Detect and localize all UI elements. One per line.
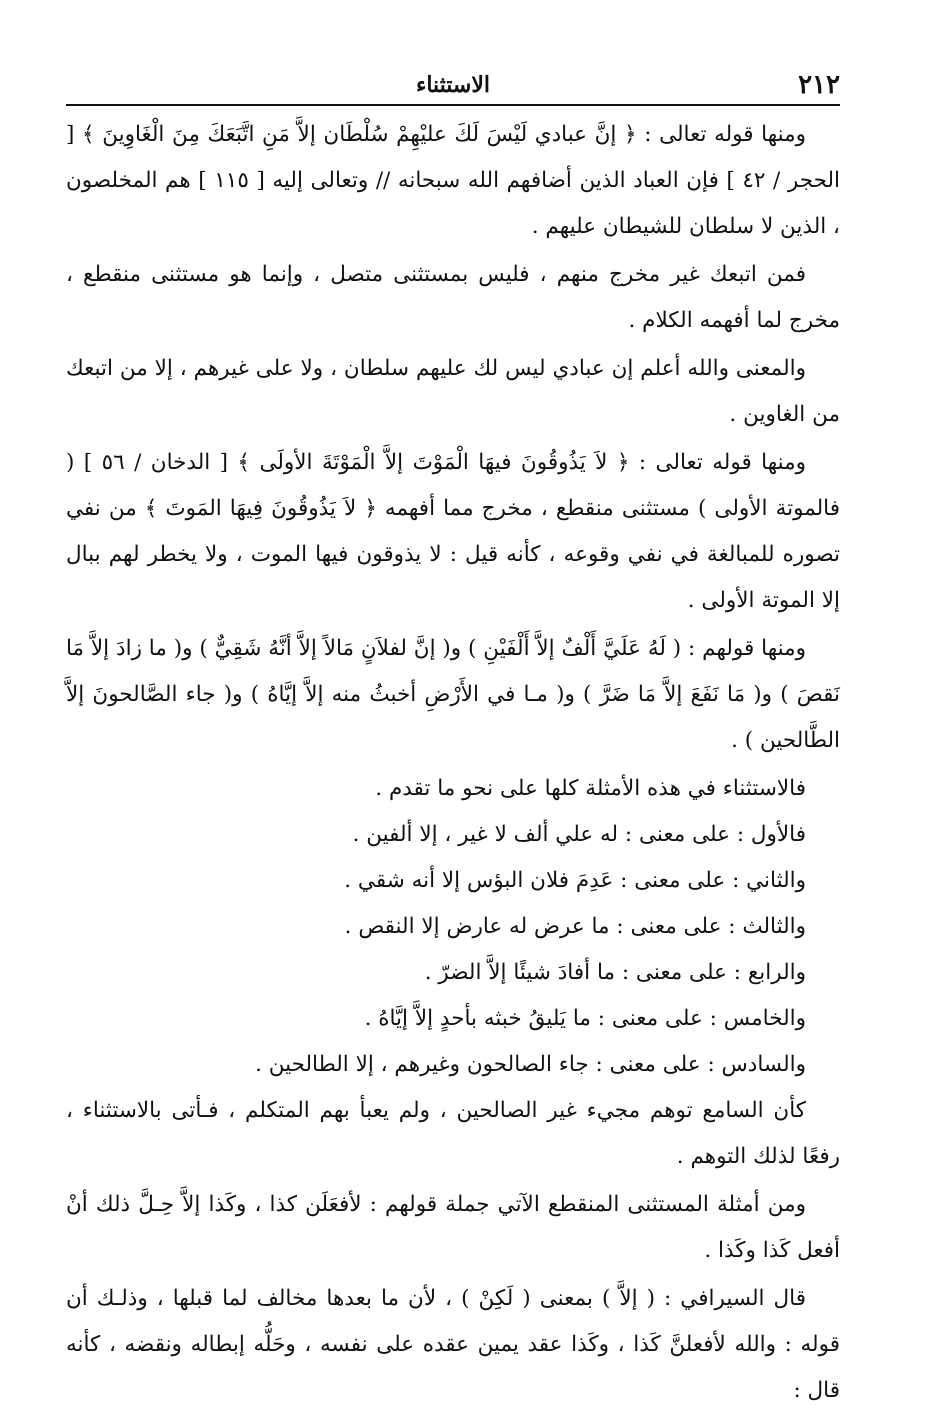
paragraph-sayings: ومنها قولهم : ( لَهُ عَلَيَّ أَلْفٌ إلاَّ أَلْفَيْنِ ) و( إنَّ لفلاَنٍ مَالاً إلاَّ أنَّهُ شَقِيٌّ ) و( ما زادَ إلاَّ مَا نَقصَ ) و( مَا نَفَعَ إلاَّ مَا ضَرَّ ) و( مـا في الأَرْضِ أخبثُ منه إلاَّ إيَّاهُ ) و( جاء الصَّالحونَ إلاَّ الطَّالحين ) . bbox=[66, 636, 840, 753]
example-line-first: فالأول : على معنى : له علي ألف لا غير ، إلا ألفين . bbox=[352, 822, 806, 847]
paragraph-quran-dukhan: ومنها قوله تعالى : ﴿ لاَ يَذُوقُونَ فيهَا الْمَوْتَ إلاَّ الْمَوْتَةَ الأولَى ﴾ [ الدخان / ٥٦ ] ( فالموتة الأولى ) مستثنى منقطع ، مخرج مما أفهمه ﴿ لاَ يَذُوقُونَ فِيهَا المَوتَ ﴾ من نفي تصوره للمبالغة في نفي وقوعه ، كأنه قيل : لا يذوقون فيها الموت ، ولا يخطر لهم ببال إلا الموتة الأولى . bbox=[66, 450, 840, 613]
paragraph-examples-sentence: ومن أمثلة المستثنى المنقطع الآتي جملة قولهم : لأفعَلَن كذا ، وكَذا إلاَّ حِـلَّ ذلك أنْ أفعل كَذا وكَذا . bbox=[66, 1192, 840, 1263]
example-line-intro: فالاستثناء في هذه الأمثلة كلها على نحو ما تقدم . bbox=[375, 776, 806, 801]
running-title: الاستثناء bbox=[415, 72, 491, 98]
page-number: ٢١٢ bbox=[798, 70, 840, 100]
paragraph-sirafi: قال السيرافي : ( إلاَّ ) بمعنى ( لَكِنْ ) ، لأن ما بعدها مخالف لما قبلها ، وذلـك أن قوله : والله لأفعلنَّ كَذا ، وكَذا عقد يمين عقده على نفسه ، وحَلُّه إبطاله ونقضه ، كأنه قال : bbox=[66, 1286, 840, 1403]
example-line-fourth: والرابع : على معنى : ما أفادَ شيئًا إلاَّ الضرّ . bbox=[424, 960, 806, 985]
page-body bbox=[66, 112, 840, 1414]
page-header bbox=[66, 68, 840, 106]
example-line-fifth: والخامس : على معنى : ما يَليقُ خبثه بأحدٍ إلاَّ إيَّاهُ . bbox=[364, 1006, 806, 1031]
example-line-third: والثالث : على معنى : ما عرض له عارض إلا النقص . bbox=[344, 914, 806, 939]
example-line-second: والثاني : على معنى : عَدِمَ فلان البؤس إلا أنه شقي . bbox=[344, 868, 806, 893]
paragraph-munqati: فمن اتبعك غير مخرج منهم ، فليس بمستثنى متصل ، وإنما هو مستثنى منقطع ، مخرج لما أفهمه الكلام . bbox=[66, 262, 840, 333]
paragraph-quran-ibadi: ومنها قوله تعالى : ﴿ إنَّ عبادي لَيْسَ لَكَ عليْهِمْ سُلْطَان إلاَّ مَنِ اتَّبَعَكَ مِنَ الْغَاوِينَ ﴾ [ الحجر / ٤٢ ] فإن العباد الذين أضافهم الله سبحانه // وتعالى إليه [ ١١٥ ] هم المخلصون ، الذين لا سلطان للشيطان عليهم . bbox=[66, 122, 840, 239]
example-line-sixth: والسادس : على معنى : جاء الصالحون وغيرهم ، إلا الطالحين . bbox=[255, 1052, 806, 1077]
paragraph-meaning: والمعنى والله أعلم إن عبادي ليس لك عليهم سلطان ، ولا على غيرهم ، إلا من اتبعك من الغاوين . bbox=[66, 356, 840, 427]
paragraph-listener: كأن السامع توهم مجيء غير الصالحين ، ولم يعبأ بهم المتكلم ، فـأتى بالاستثناء ، رفعًا لذلك التوهم . bbox=[66, 1098, 840, 1169]
